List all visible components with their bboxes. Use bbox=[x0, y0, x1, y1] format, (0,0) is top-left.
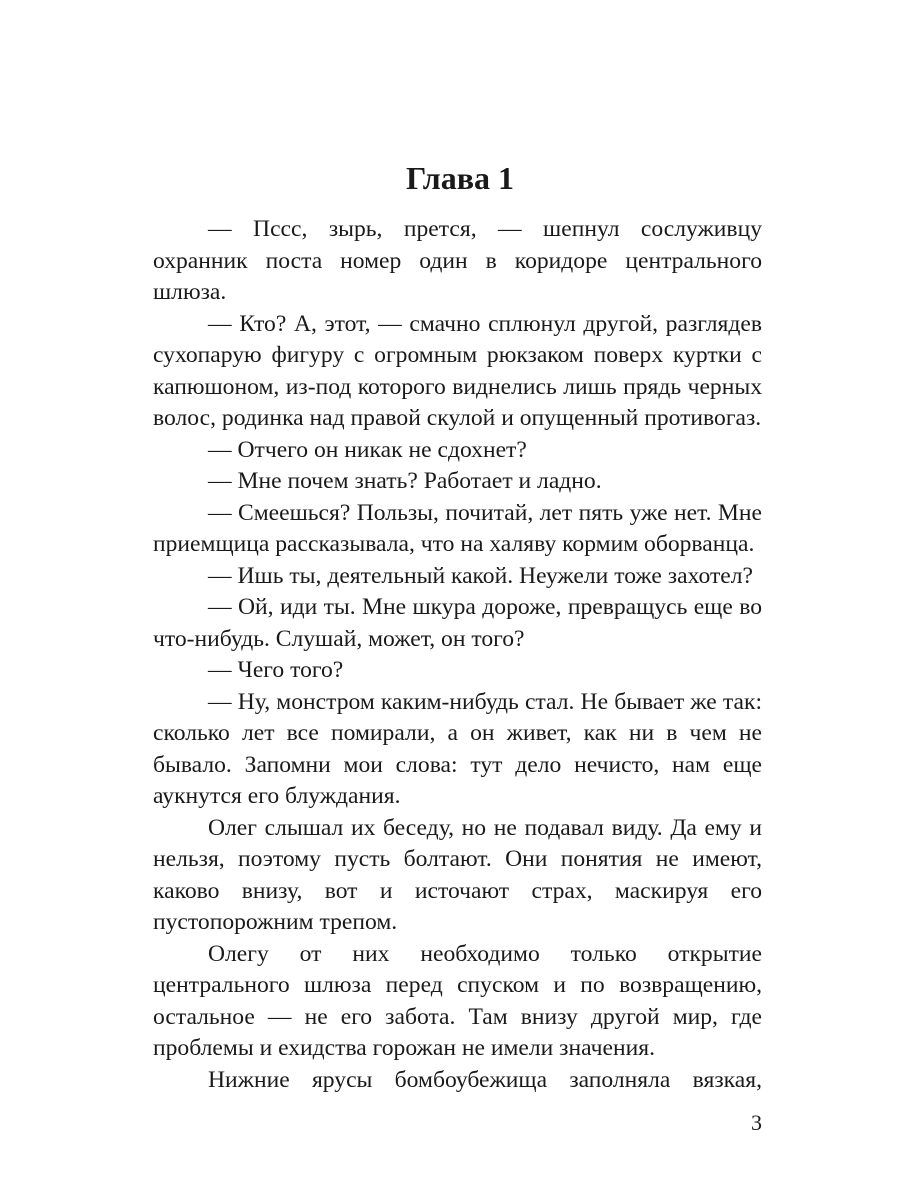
paragraph: Олег слышал их беседу, но не подавал виду. Да ему и нельзя, поэтому пусть болтают. Они понятия не имеют, каково внизу, вот и источают страх, маскируя его пустопорожним трепом. bbox=[153, 814, 762, 935]
paragraph-last: Нижние ярусы бомбоубежища заполняла вязкая, bbox=[208, 1066, 762, 1093]
paragraph: Олегу от них необходимо только открытие центрального шлюза перед спуском и по возвращению, остальное — не его забота. Там внизу другой мир, где проблемы и ехидства горожан не имели значения. bbox=[153, 940, 762, 1061]
paragraph: — Смеешься? Пользы, почитай, лет пять уже нет. Мне приемщица рассказывала, что на халяву кормим оборванца. bbox=[153, 499, 762, 557]
paragraph: — Чего того? bbox=[208, 657, 344, 683]
paragraph: — Мне почем знать? Работает и ладно. bbox=[208, 468, 602, 494]
paragraph: — Пссс, зырь, прется, — шепнул сослуживцу охранник поста номер один в коридоре центрального шлюза. bbox=[153, 216, 762, 305]
body-text bbox=[153, 214, 762, 1096]
paragraph: — Кто? А, этот, — смачно сплюнул другой, разглядев сухопарую фигуру с огромным рюкзаком поверх куртки с капюшоном, из-под которого виднелись лишь прядь черных волос, родинка над правой скулой и опущенный противогаз. bbox=[153, 310, 762, 431]
paragraph: — Ну, монстром каким-нибудь стал. Не бывает же так: сколько лет все помирали, а он живет, как ни в чем не бывало. Запомни мои слова: тут дело нечисто, нам еще аукнутся его блуждания. bbox=[153, 688, 762, 809]
page-number: 3 bbox=[751, 1110, 762, 1135]
paragraph: — Ишь ты, деятельный какой. Неужели тоже захотел? bbox=[208, 562, 753, 589]
chapter-title: Глава 1 bbox=[406, 160, 514, 196]
paragraph: — Ой, иди ты. Мне шкура дороже, превращусь еще во что-нибудь. Слушай, может, он того? bbox=[153, 594, 762, 652]
paragraph: — Отчего он никак не сдохнет? bbox=[208, 436, 527, 463]
